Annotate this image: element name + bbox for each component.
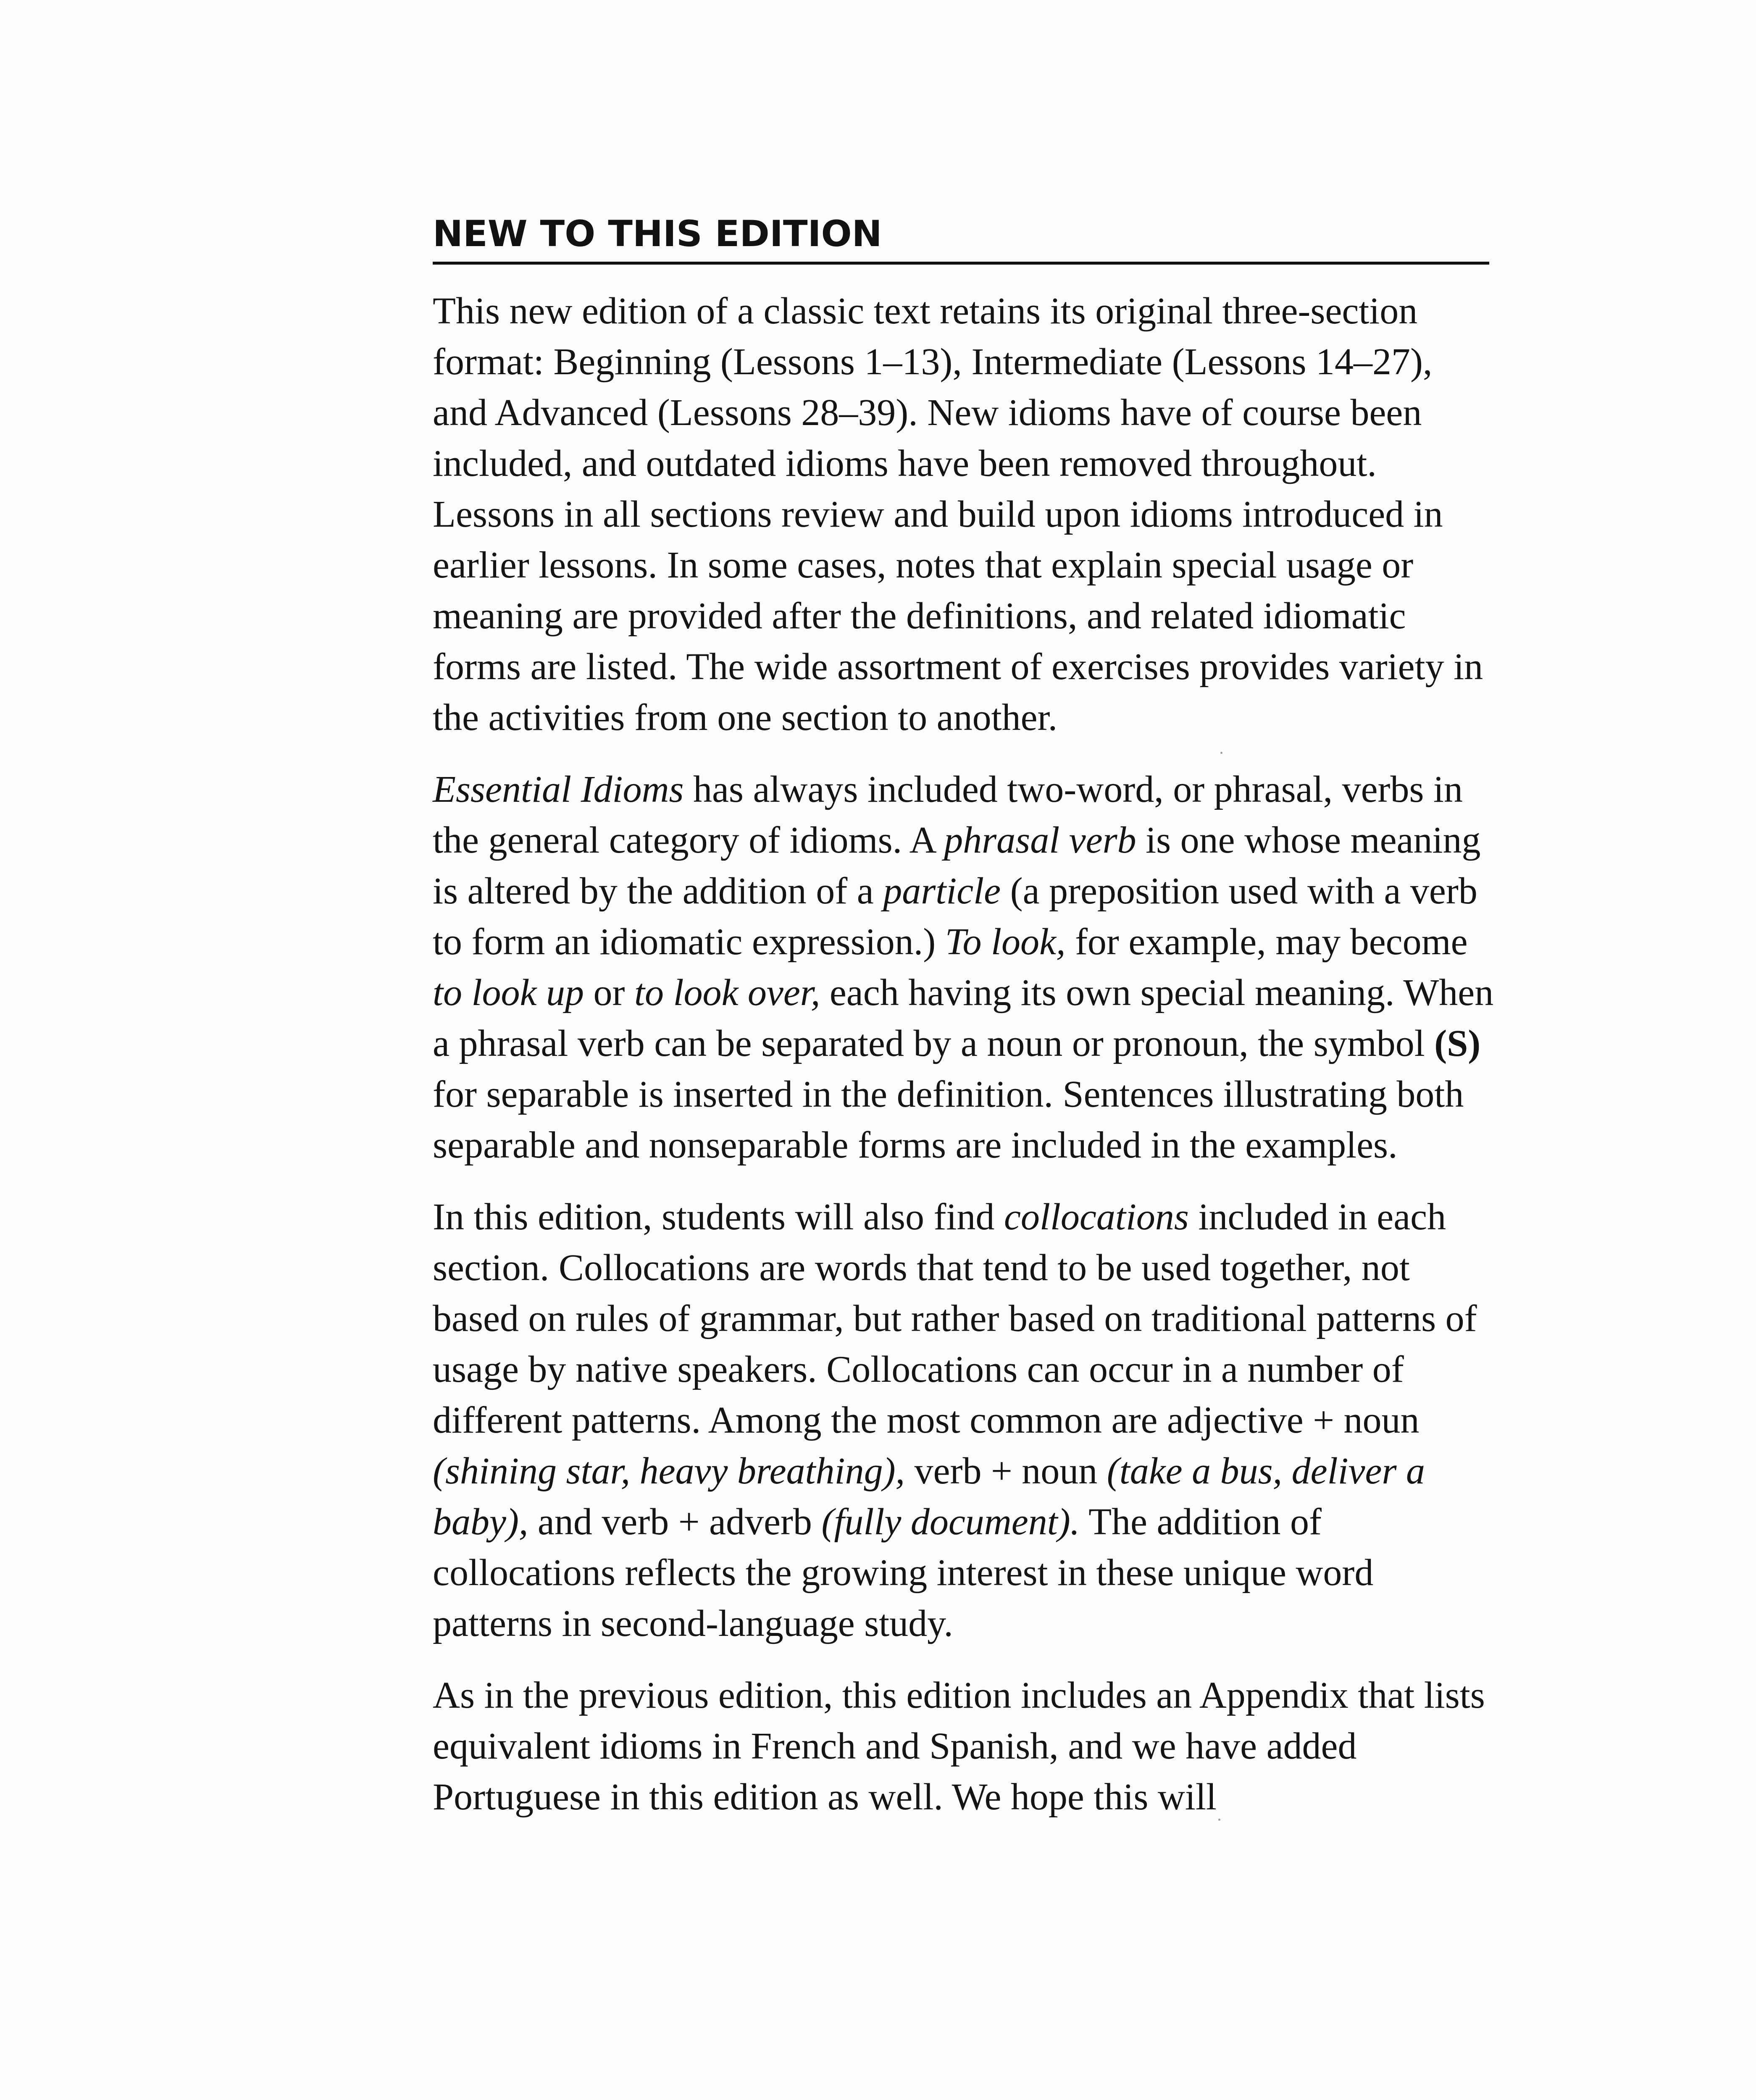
example-verb-noun: (take a bus, deliver a baby),	[433, 1450, 1425, 1543]
book-title-italic: Essential Idioms	[433, 769, 684, 810]
text-run: for separable is inserted in the definition. Sentences illustrating both separable and nonseparable forms are included in the examples.	[433, 1074, 1464, 1166]
scan-speck	[1218, 1819, 1220, 1821]
body-text	[433, 286, 1496, 1843]
paragraph-appendix	[433, 1670, 1496, 1822]
example-adjective-noun: (shining star, heavy breathing),	[433, 1450, 905, 1492]
example-to-look: To look,	[945, 921, 1066, 963]
text-run: included in each section. Collocations are words that tend to be used together, not based on rules of grammar, but rather based on traditional patterns of usage by native speakers. Collocations can occur in a number of different patterns. Among the most common are adjective + noun	[433, 1196, 1477, 1441]
term-collocations: collocations	[1004, 1196, 1189, 1238]
example-to-look-up: to look up	[433, 972, 584, 1013]
section-heading: NEW TO THIS EDITION	[433, 214, 1489, 265]
text-run: for example, may become	[1065, 921, 1468, 963]
example-verb-adverb: (fully document).	[821, 1501, 1080, 1543]
example-to-look-over: to look over,	[634, 972, 820, 1013]
text-run: and verb + adverb	[528, 1501, 822, 1543]
text-run: The addition of collocations reflects the growing interest in these unique word patterns in second-language study.	[433, 1501, 1374, 1644]
paragraph-phrasal-verbs	[433, 764, 1496, 1171]
text-run: is one whose meaning is altered by the addition of a	[433, 819, 1481, 912]
separable-symbol: (S)	[1434, 1023, 1481, 1064]
text-run: or	[584, 972, 634, 1013]
paragraph-collocations	[433, 1192, 1496, 1649]
paragraph-edition-format	[433, 286, 1496, 743]
text-run: In this edition, students will also find	[433, 1196, 1004, 1238]
paragraph-text: This new edition of a classic text retains its original three-section format: Beginning (Lessons 1–13), Intermediate (Lessons 14–27), and Advanced (Lessons 28–39). New idioms have of course been included, and outdated idioms have been removed throughout. Lessons in all sections review and build upon idioms introduced in earlier lessons. In some cases, notes that explain special usage or meaning are provided after the definitions, and related idiomatic forms are listed. The wide assortment of exercises provides variety in the activities from one section to another.	[433, 290, 1483, 738]
text-run: each having its own special meaning. When a phrasal verb can be separated by a noun or pronoun, the symbol	[433, 972, 1494, 1064]
term-particle: particle	[883, 870, 1001, 912]
text-run: (a preposition used with a verb to form an idiomatic expression.)	[433, 870, 1477, 963]
term-phrasal-verb: phrasal verb	[944, 819, 1136, 861]
text-run: verb + noun	[905, 1450, 1107, 1492]
paragraph-text: As in the previous edition, this edition includes an Appendix that lists equivalent idioms in French and Spanish, and we have added Portuguese in this edition as well. We hope this will	[433, 1675, 1485, 1818]
scan-speck	[1220, 752, 1222, 754]
text-run: has always included two-word, or phrasal, verbs in the general category of idioms. A	[433, 769, 1463, 861]
